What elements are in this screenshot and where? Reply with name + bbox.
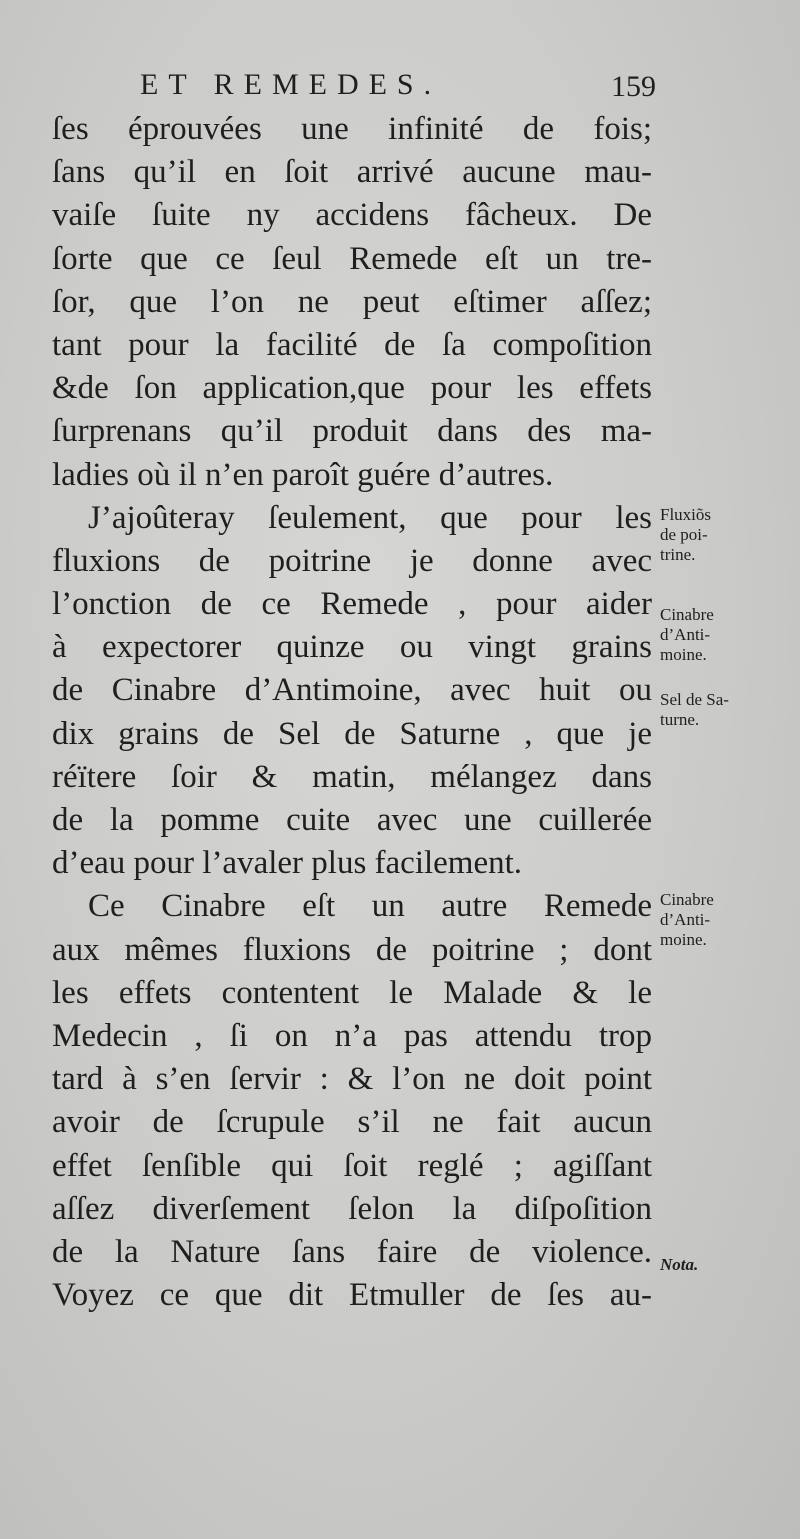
body-text — [52, 108, 652, 1317]
text-line: de la pomme cuite avec une cuillerée — [52, 802, 652, 838]
running-head: ET REMEDES. — [140, 68, 442, 101]
text-line: réïtere ſoir & matin, mélangez dans — [52, 758, 652, 795]
text-line: Medecin , ſi on n’a pas attendu trop — [52, 1017, 652, 1054]
margin-note-nota: Nota. — [660, 1255, 699, 1274]
margin-note-cinabre: Cinabre d’Anti- moine. — [660, 605, 714, 664]
text-line: vaiſe ſuite ny accidens fâcheux. De — [52, 197, 652, 234]
text-line: ſurprenans qu’il produit dans des ma- — [52, 413, 652, 450]
page-number: 159 — [611, 70, 656, 103]
text-line: de Cinabre d’Antimoine, avec huit ou — [52, 672, 652, 709]
text-line: Voyez ce que dit Etmuller de ſes au- — [52, 1277, 652, 1314]
text-line: tant pour la facilité de ſa compoſition — [52, 326, 652, 363]
text-line: avoir de ſcrupule s’il ne fait aucun — [52, 1104, 652, 1141]
text-line: ſes éprouvées une infinité de fois; — [52, 111, 652, 147]
text-line: &de ſon application,que pour les effets — [52, 370, 652, 407]
text-line: ſor, que l’on ne peut eſtimer aſſez; — [52, 283, 652, 320]
text-line: ſans qu’il en ſoit arrivé aucune mau- — [52, 154, 652, 191]
page-header — [140, 68, 660, 108]
text-line: J’ajoûteray ſeulement, que pour les — [88, 499, 652, 536]
text-line: ſorte que ce ſeul Remede eſt un tre- — [52, 240, 652, 277]
text-line: dix grains de Sel de Saturne , que je — [52, 715, 652, 752]
text-line: aſſez diverſement ſelon la diſpoſition — [52, 1190, 652, 1227]
text-line: de la Nature ſans faire de violence. — [52, 1233, 652, 1270]
text-line: l’onction de ce Remede , pour aider — [52, 586, 652, 623]
text-line: ladies où il n’en paroît guére d’autres. — [52, 456, 554, 493]
margin-note-cinabre-2: Cinabre d’Anti- moine. — [660, 890, 714, 949]
text-line: effet ſenſible qui ſoit reglé ; agiſſant — [52, 1147, 652, 1184]
margin-note-fluxions: Fluxiõs de poi- trine. — [660, 505, 712, 564]
text-line: tard à s’en ſervir : & l’on ne doit point — [52, 1061, 652, 1098]
text-line: les effets contentent le Malade & le — [52, 974, 652, 1011]
text-line: à expectorer quinze ou vingt grains — [52, 629, 652, 666]
margin-note-sel-de-saturne: Sel de Sa- turne. — [660, 690, 729, 729]
text-line: fluxions de poitrine je donne avec — [52, 542, 652, 579]
text-line: d’eau pour l’avaler plus facilement. — [52, 845, 523, 882]
text-line: aux mêmes fluxions de poitrine ; dont — [52, 931, 652, 968]
text-line: Ce Cinabre eſt un autre Remede — [88, 888, 652, 925]
